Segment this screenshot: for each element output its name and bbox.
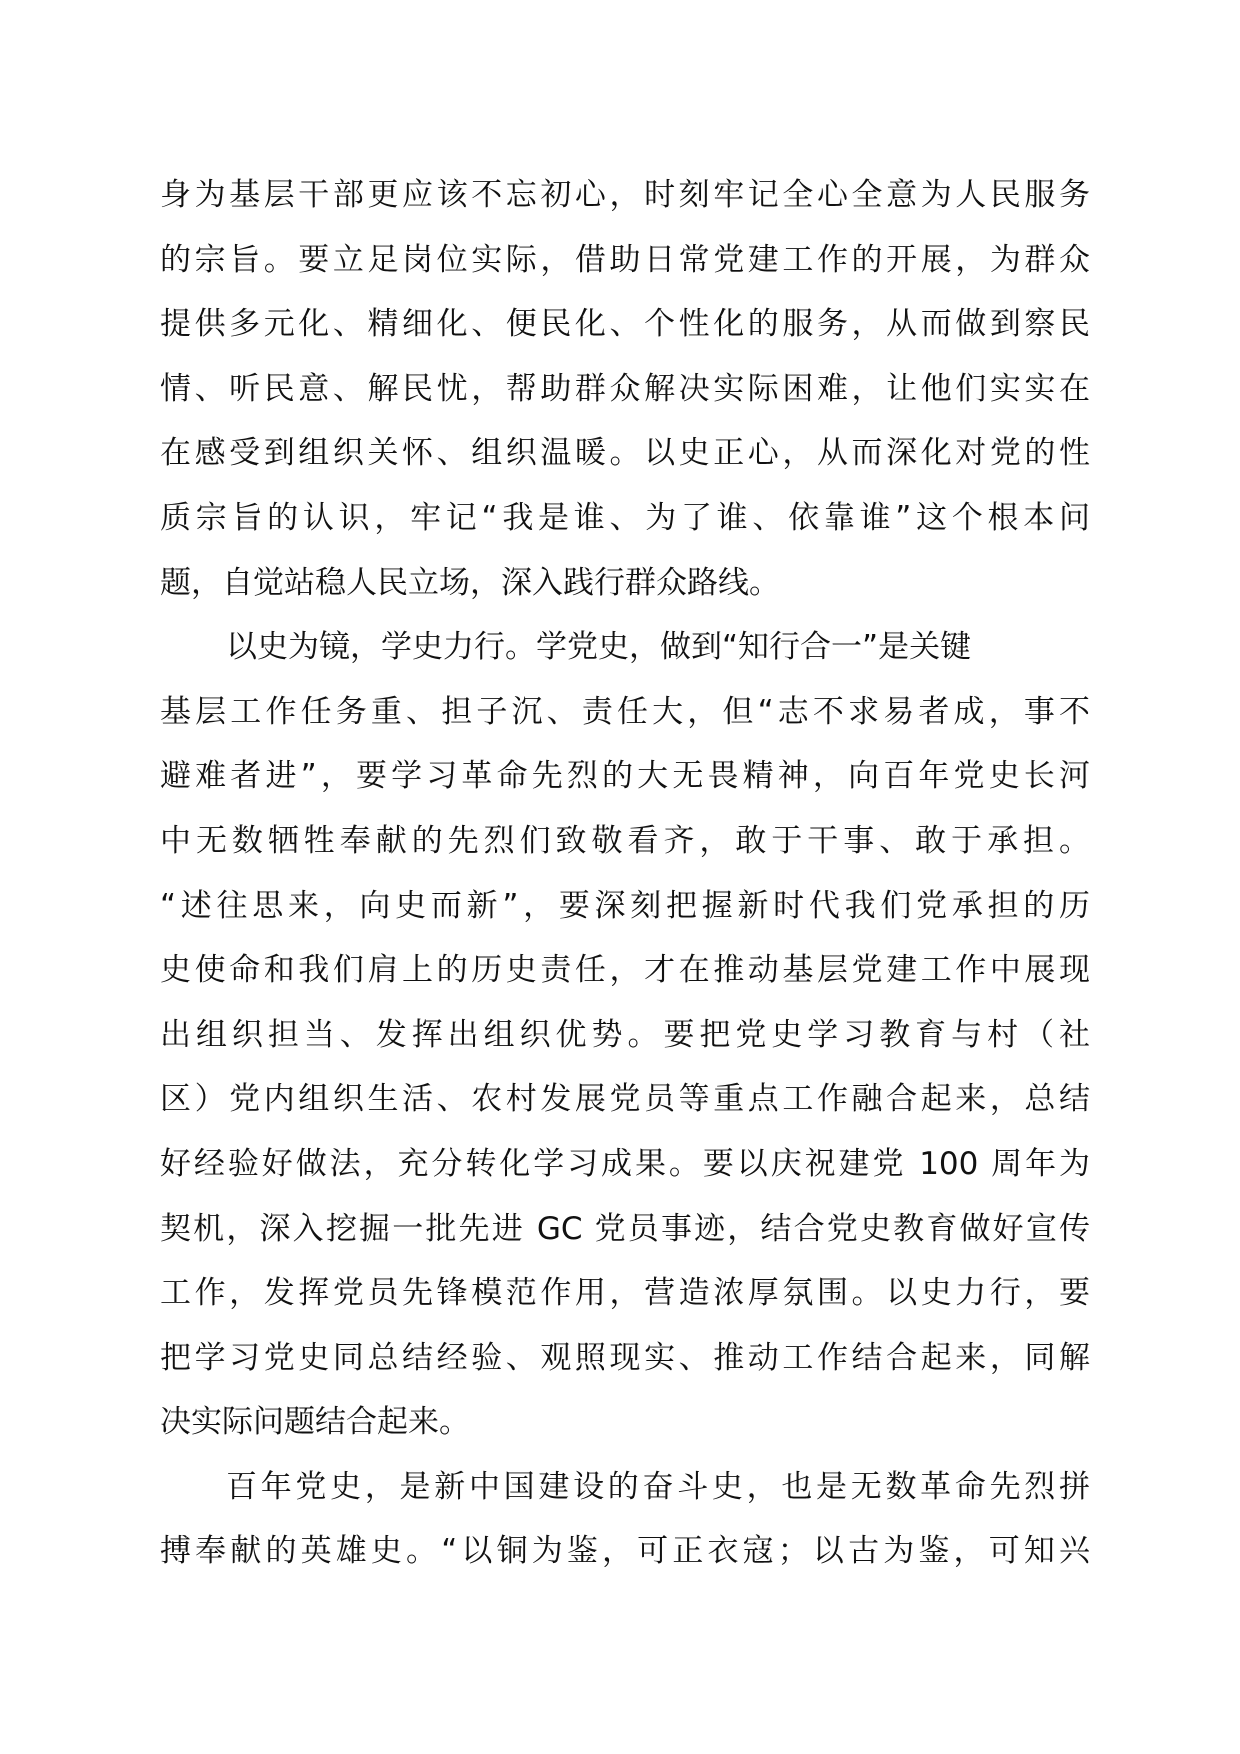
text-line: 基层工作任务重、担子沉、责任大，但“志不求易者成，事不 bbox=[160, 693, 1090, 730]
text-line: 的宗旨。要立足岗位实际，借助日常党建工作的开展，为群众 bbox=[160, 241, 1090, 278]
text-line: 避难者进”，要学习革命先烈的大无畏精神，向百年党史长河 bbox=[160, 758, 1090, 795]
text-line: 史使命和我们肩上的历史责任，才在推动基层党建工作中展现 bbox=[160, 952, 1090, 989]
text-line: 在感受到组织关怀、组织温暖。以史正心，从而深化对党的性 bbox=[160, 435, 1090, 472]
text-line: 质宗旨的认识，牢记“我是谁、为了谁、依靠谁”这个根本问 bbox=[160, 499, 1090, 536]
text-line: 搏奉献的英雄史。“以铜为鉴，可正衣寇；以古为鉴，可知兴 bbox=[160, 1533, 1090, 1570]
text-line: “述往思来，向史而新”，要深刻把握新时代我们党承担的历 bbox=[160, 887, 1090, 924]
text-line: 身为基层干部更应该不忘初心，时刻牢记全心全意为人民服务 bbox=[160, 177, 1090, 213]
text-line: 提供多元化、精细化、便民化、个性化的服务，从而做到察民 bbox=[160, 306, 1090, 343]
paragraph-first-line: 百年党史，是新中国建设的奋斗史，也是无数革命先烈拼 bbox=[226, 1468, 1090, 1505]
document-body bbox=[160, 163, 1090, 1584]
text-line: 好经验好做法，充分转化学习成果。要以庆祝建党 100 周年为 bbox=[160, 1145, 1090, 1182]
text-line: 工作，发挥党员先锋模范作用，营造浓厚氛围。以史力行，要 bbox=[160, 1275, 1090, 1312]
text-line: 出组织担当、发挥出组织优势。要把党史学习教育与村（社 bbox=[160, 1016, 1090, 1053]
text-line: 中无数牺牲奉献的先烈们致敬看齐，敢于干事、敢于承担。 bbox=[160, 822, 1090, 859]
text-line: 决实际问题结合起来。 bbox=[160, 1404, 470, 1441]
text-line: 情、听民意、解民忧，帮助群众解决实际困难，让他们实实在 bbox=[160, 370, 1090, 407]
text-line: 题，自觉站稳人民立场，深入践行群众路线。 bbox=[160, 564, 780, 601]
text-line: 契机，深入挖掘一批先进 GC 党员事迹，结合党史教育做好宣传 bbox=[160, 1210, 1090, 1247]
paragraph-first-line: 以史为镜，学史力行。学党史，做到“知行合一”是关键 bbox=[226, 629, 972, 666]
text-line: 区）党内组织生活、农村发展党员等重点工作融合起来，总结 bbox=[160, 1081, 1090, 1118]
text-line: 把学习党史同总结经验、观照现实、推动工作结合起来，同解 bbox=[160, 1339, 1090, 1376]
